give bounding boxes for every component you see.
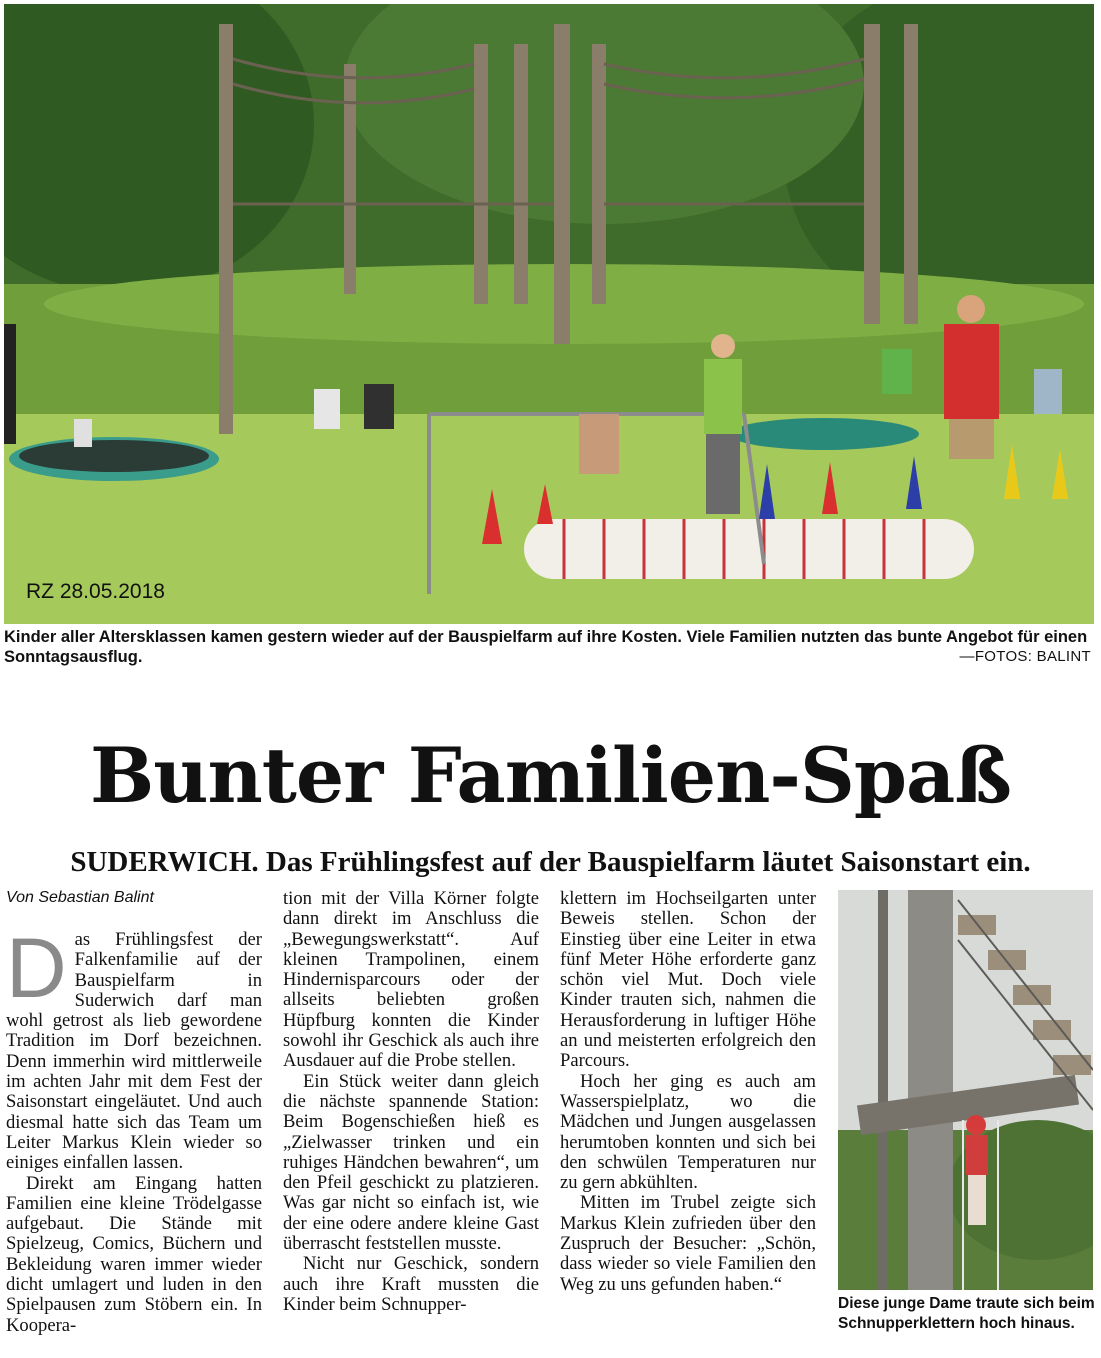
climbing-tower-illustration xyxy=(838,890,1093,1290)
side-photo xyxy=(838,890,1093,1290)
ropes-course-illustration xyxy=(4,4,1094,624)
paragraph: klettern im Hochseilgarten unter Beweis stellen. Schon der Einstieg über eine Leiter in etwa fünf Meter Höhe erforderte ganz schön viel Mut. Doch viele Kinder trauten sich, nahmen die Herausforderung in luftiger Höhe an und meisterten erfolgreich den Parcours. xyxy=(560,889,816,1072)
paragraph-text: as Frühlingsfest der Falkenfamilie auf der Bauspielfarm in Suderwich darf man wohl getrost als lieb gewordene Tradition im Dorf bezeichnen. Denn immerhin wird mittlerweile im achten Jahr mit dem Fest der Saisonstart eingeläutet. Und auch diesmal hatte sich das Team um Leiter Markus Klein wieder so einiges einfallen lassen. xyxy=(6,930,262,1174)
article-column-2 xyxy=(283,889,539,1355)
photo-credit: —FOTOS: BALINT xyxy=(959,648,1091,665)
article-column-1 xyxy=(6,930,262,1355)
paragraph: Hoch her ging es auch am Wasserspielplatz, wo die Mädchen und Jungen ausgelassen herumtoben konnten und sich bei den schwülen Temperaturen nur zu gern abkühlten. xyxy=(560,1070,816,1194)
paragraph: Direkt am Eingang hatten Familien eine kleine Trödelgasse aufgebaut. Die Stände mit Spielzeug, Comics, Büchern und Bekleidung waren immer wieder dicht umlagert und luden in den Spielpausen zum Stöbern ein. In Koopera- xyxy=(6,1172,262,1336)
drop-cap: D xyxy=(6,930,67,1015)
paragraph: Nicht nur Geschick, sondern auch ihre Kraft mussten die Kinder beim Schnupper- xyxy=(283,1253,539,1315)
byline: Von Sebastian Balint xyxy=(6,889,154,906)
paragraph xyxy=(6,930,262,1174)
subheadline: SUDERWICH. Das Frühlingsfest auf der Bauspielfarm läutet Saisonstart ein. xyxy=(70,846,1031,878)
paragraph: Ein Stück weiter dann gleich die nächste spannende Station: Beim Bogenschießen hieß es „Zielwasser trinken und ein ruhiges Händchen bewahren“, um den Pfeil geschickt zu platzieren. Was gar nicht so einfach ist, wie der eine odere andere kleine Gast überrascht feststellen musste. xyxy=(283,1070,539,1255)
date-stamp: RZ 28.05.2018 xyxy=(26,580,165,603)
paragraph: tion mit der Villa Körner folgte dann direkt im Anschluss die „Bewegungswerkstatt“. Auf kleinen Trampolinen, einem Hindernisparcours oder der allseits beliebten großen Hüpfburg konnten die Kinder sowohl ihr Geschick als auch ihre Ausdauer auf die Probe stellen. xyxy=(283,889,539,1072)
article-column-3 xyxy=(560,889,816,1355)
side-photo-caption: Diese junge Dame traute sich beim Schnupperklettern hoch hinaus. xyxy=(838,1295,1095,1332)
main-photo xyxy=(4,4,1094,624)
photo-caption: Kinder aller Altersklassen kamen gestern wieder auf der Bauspielfarm auf ihre Kosten. Viele Familien nutzten das bunte Angebot für einen Sonntagsausflug. xyxy=(4,628,1088,666)
headline: Bunter Familien-Spaß xyxy=(90,731,1011,820)
paragraph: Mitten im Trubel zeigte sich Markus Klein zufrieden über den Zuspruch der Besucher: „Schön, dass wieder so viele Familien den Weg zu uns gefunden haben.“ xyxy=(560,1192,816,1295)
